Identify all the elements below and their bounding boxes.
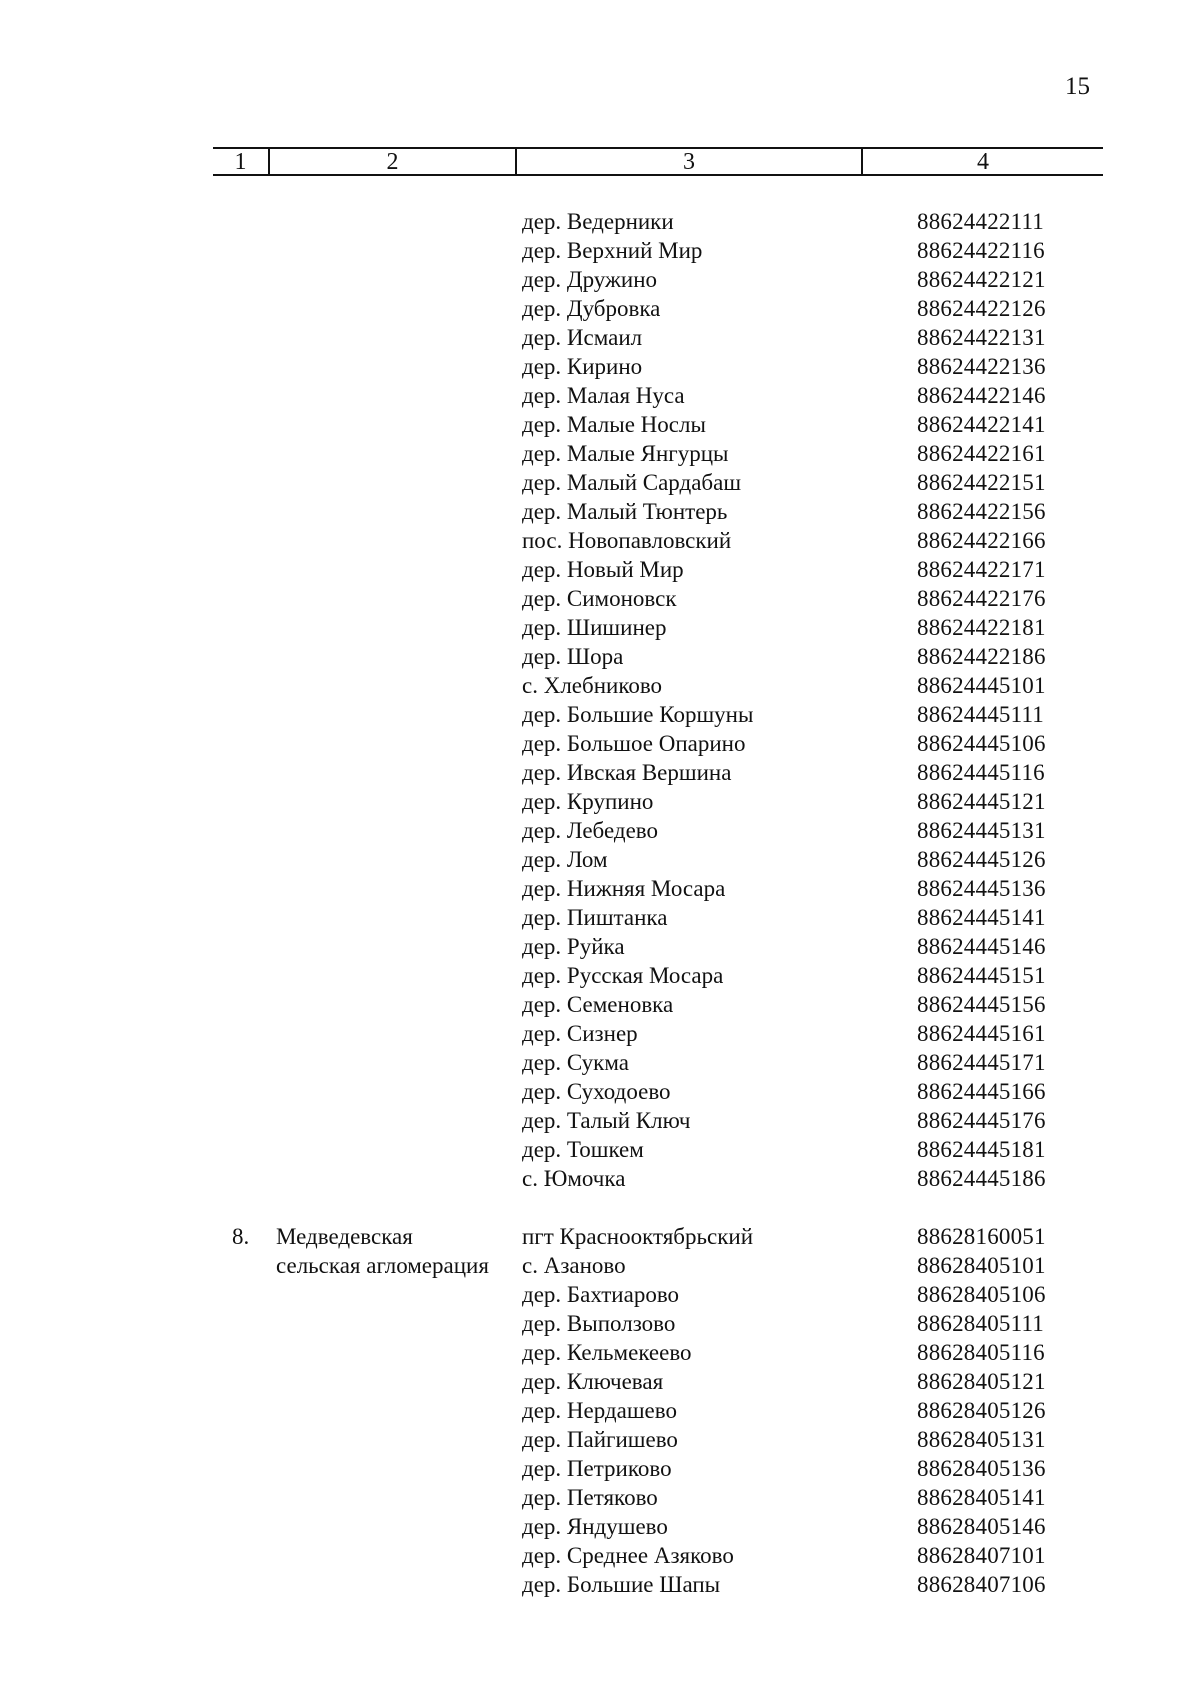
row-oktmo-code: 88628405121: [917, 1369, 1046, 1394]
row-locality: дер. Талый Ключ: [522, 1108, 691, 1133]
table-row: [0, 874, 1200, 903]
header-col-2: 2: [386, 149, 399, 175]
row-locality: дер. Ивская Вершина: [522, 760, 732, 785]
table-row: [0, 1280, 1200, 1309]
table-row: [0, 1512, 1200, 1541]
table-row: [0, 1570, 1200, 1599]
row-oktmo-code: 88624445186: [917, 1166, 1046, 1191]
table-row: [0, 1541, 1200, 1570]
row-settlement-name: Медведевская: [276, 1224, 413, 1249]
table-row: [0, 236, 1200, 265]
row-locality: дер. Большие Коршуны: [522, 702, 754, 727]
row-oktmo-code: 88624422116: [917, 238, 1045, 263]
table-row: [0, 323, 1200, 352]
row-oktmo-code: 88624422151: [917, 470, 1046, 495]
row-oktmo-code: 88628405146: [917, 1514, 1046, 1539]
row-oktmo-code: 88628405141: [917, 1485, 1046, 1510]
row-locality: дер. Крупино: [522, 789, 654, 814]
table-row: [0, 1164, 1200, 1193]
header-col-3: 3: [683, 149, 695, 175]
row-oktmo-code: 88624445146: [917, 934, 1046, 959]
row-locality: дер. Семеновка: [522, 992, 674, 1017]
row-oktmo-code: 88624445136: [917, 876, 1046, 901]
row-oktmo-code: 88628405111: [917, 1311, 1044, 1336]
row-locality: дер. Руйка: [522, 934, 625, 959]
row-locality: дер. Русская Мосара: [522, 963, 724, 988]
row-oktmo-code: 88624422171: [917, 557, 1046, 582]
table-row: [0, 1048, 1200, 1077]
row-locality: пос. Новопавловский: [522, 528, 732, 553]
row-locality: дер. Кельмекеево: [522, 1340, 692, 1365]
row-locality: дер. Кирино: [522, 354, 643, 379]
page-number: 15: [1065, 73, 1090, 100]
table-row: [0, 642, 1200, 671]
table-row: [0, 381, 1200, 410]
row-number: 8.: [232, 1224, 250, 1249]
table-row: [0, 207, 1200, 236]
table-row: [0, 1454, 1200, 1483]
row-locality: дер. Яндушево: [522, 1514, 668, 1539]
row-oktmo-code: 88624445111: [917, 702, 1044, 727]
row-locality: дер. Дубровка: [522, 296, 661, 321]
header-col-1: 1: [234, 149, 247, 175]
row-oktmo-code: 88628405106: [917, 1282, 1046, 1307]
table-row: [0, 584, 1200, 613]
table-row: [0, 845, 1200, 874]
table-row: [0, 1396, 1200, 1425]
table-row: [0, 555, 1200, 584]
row-locality: дер. Малый Тюнтерь: [522, 499, 728, 524]
row-oktmo-code: 88624445151: [917, 963, 1046, 988]
row-oktmo-code: 88624445131: [917, 818, 1046, 843]
row-oktmo-code: 88624445141: [917, 905, 1046, 930]
row-oktmo-code: 88624445106: [917, 731, 1046, 756]
row-oktmo-code: 88624445121: [917, 789, 1046, 814]
row-oktmo-code: 88624422181: [917, 615, 1046, 640]
table-row: [0, 1077, 1200, 1106]
table-row: [0, 903, 1200, 932]
row-locality: с. Юмочка: [522, 1166, 626, 1191]
row-locality: дер. Петриково: [522, 1456, 672, 1481]
row-oktmo-code: 88628405136: [917, 1456, 1046, 1481]
row-oktmo-code: 88624445116: [917, 760, 1045, 785]
row-locality: дер. Шора: [522, 644, 624, 669]
table-row: [0, 961, 1200, 990]
row-oktmo-code: 88624422161: [917, 441, 1046, 466]
table-row: [0, 1251, 1200, 1280]
table-row: [0, 439, 1200, 468]
table-row: [0, 816, 1200, 845]
table-row: [0, 700, 1200, 729]
row-locality: дер. Суходоево: [522, 1079, 671, 1104]
row-oktmo-code: 88624422136: [917, 354, 1046, 379]
table-row: [0, 1309, 1200, 1338]
row-oktmo-code: 88624422121: [917, 267, 1046, 292]
row-oktmo-code: 88624445166: [917, 1079, 1046, 1104]
table-row: [0, 1483, 1200, 1512]
row-locality: пгт Краснооктябрьский: [522, 1224, 753, 1249]
row-locality: дер. Петяково: [522, 1485, 658, 1510]
table-row: [0, 729, 1200, 758]
row-locality: дер. Среднее Азяково: [522, 1543, 734, 1568]
table-row: [0, 468, 1200, 497]
row-locality: дер. Ведерники: [522, 209, 674, 234]
row-locality: дер. Пайгишево: [522, 1427, 678, 1452]
header-col-4: 4: [977, 149, 989, 175]
row-locality: дер. Лебедево: [522, 818, 658, 843]
row-oktmo-code: 88628405131: [917, 1427, 1046, 1452]
row-oktmo-code: 88624445126: [917, 847, 1046, 872]
table-row: [0, 787, 1200, 816]
row-locality: дер. Сизнер: [522, 1021, 638, 1046]
row-locality: дер. Выползово: [522, 1311, 676, 1336]
row-oktmo-code: 88624445101: [917, 673, 1046, 698]
row-locality: дер. Тошкем: [522, 1137, 644, 1162]
row-oktmo-code: 88624422146: [917, 383, 1046, 408]
row-locality: дер. Исмаил: [522, 325, 643, 350]
row-oktmo-code: 88624422166: [917, 528, 1046, 553]
row-locality: дер. Пиштанка: [522, 905, 668, 930]
row-locality: дер. Большое Опарино: [522, 731, 746, 756]
row-oktmo-code: 88628160051: [917, 1224, 1046, 1249]
row-locality: дер. Симоновск: [522, 586, 677, 611]
row-oktmo-code: 88624445176: [917, 1108, 1046, 1133]
row-locality: дер. Бахтиарово: [522, 1282, 680, 1307]
table-row: [0, 526, 1200, 555]
row-locality: дер. Малая Нуса: [522, 383, 685, 408]
table-row: [0, 1135, 1200, 1164]
row-oktmo-code: 88624422186: [917, 644, 1046, 669]
row-oktmo-code: 88624422156: [917, 499, 1046, 524]
row-locality: дер. Новый Мир: [522, 557, 684, 582]
row-locality: дер. Ключевая: [522, 1369, 664, 1394]
table-row: [0, 758, 1200, 787]
row-locality: дер. Лом: [522, 847, 608, 872]
row-oktmo-code: 88624445181: [917, 1137, 1046, 1162]
row-oktmo-code: 88624445171: [917, 1050, 1046, 1075]
table-row: [0, 1019, 1200, 1048]
table-row: [0, 410, 1200, 439]
row-oktmo-code: 88624422111: [917, 209, 1044, 234]
table-row: [0, 294, 1200, 323]
table-row: [0, 1425, 1200, 1454]
table-row: [0, 352, 1200, 381]
row-locality: дер. Дружино: [522, 267, 658, 292]
row-locality: с. Хлебниково: [522, 673, 663, 698]
table-row: [0, 497, 1200, 526]
row-oktmo-code: 88628405126: [917, 1398, 1046, 1423]
table-row: [0, 613, 1200, 642]
row-oktmo-code: 88628407106: [917, 1572, 1046, 1597]
row-oktmo-code: 88628405101: [917, 1253, 1046, 1278]
row-oktmo-code: 88628405116: [917, 1340, 1045, 1365]
row-locality: дер. Малые Ноcлы: [522, 412, 706, 437]
row-oktmo-code: 88624422141: [917, 412, 1046, 437]
row-locality: дер. Большие Шапы: [522, 1572, 721, 1597]
table-row: [0, 1338, 1200, 1367]
row-oktmo-code: 88628407101: [917, 1543, 1046, 1568]
row-locality: дер. Сукма: [522, 1050, 629, 1075]
table-row: [0, 265, 1200, 294]
row-locality: дер. Нижняя Мосара: [522, 876, 726, 901]
row-locality: дер. Нердашево: [522, 1398, 677, 1423]
table-row: [0, 1106, 1200, 1135]
row-oktmo-code: 88624422126: [917, 296, 1046, 321]
table-row: [0, 671, 1200, 700]
table-row: [0, 990, 1200, 1019]
row-settlement-name: сельская агломерация: [276, 1253, 489, 1278]
table-header: [213, 147, 1103, 175]
table-row: [0, 1367, 1200, 1396]
row-locality: дер. Верхний Мир: [522, 238, 703, 263]
table-body: [0, 207, 1200, 1599]
row-oktmo-code: 88624445156: [917, 992, 1046, 1017]
row-locality: с. Азаново: [522, 1253, 626, 1278]
row-oktmo-code: 88624422176: [917, 586, 1046, 611]
table-row: [0, 932, 1200, 961]
row-oktmo-code: 88624422131: [917, 325, 1046, 350]
row-locality: дер. Шишинер: [522, 615, 667, 640]
row-oktmo-code: 88624445161: [917, 1021, 1046, 1046]
table-row: [0, 1222, 1200, 1251]
row-locality: дер. Малые Янгурцы: [522, 441, 729, 466]
row-locality: дер. Малый Сардабаш: [522, 470, 742, 495]
